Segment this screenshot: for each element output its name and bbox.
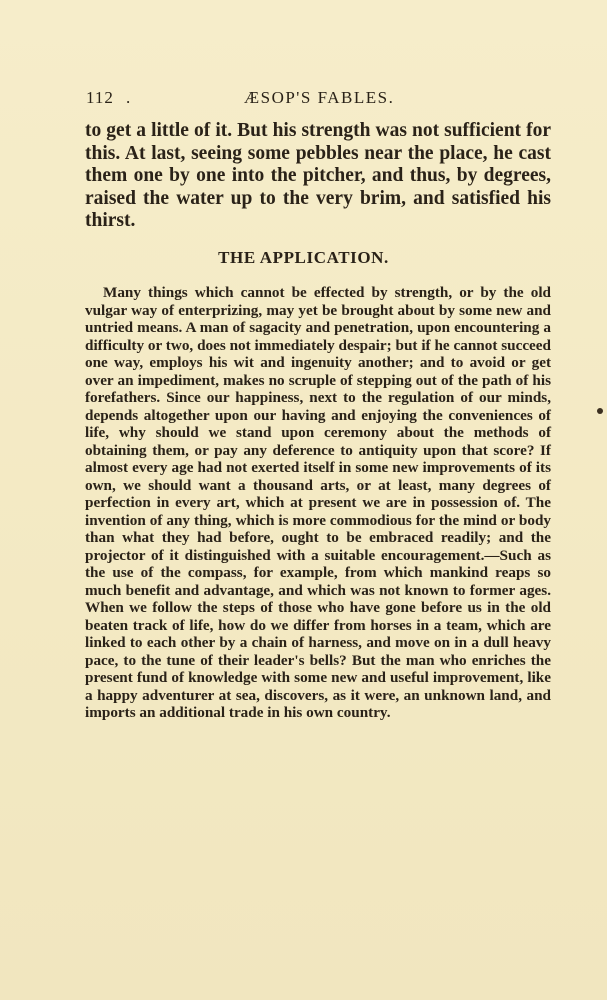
- page-number-separator: .: [126, 88, 132, 107]
- margin-ink-spot: [597, 408, 603, 414]
- running-head: [86, 88, 548, 112]
- page-number: 112: [86, 88, 114, 107]
- running-title: ÆSOP'S FABLES.: [244, 88, 395, 107]
- application-paragraph: Many things which cannot be effected by strength, or by the old vulgar way of enterprizing, may yet be brought about by some new and untried means. A man of sagacity and penetration, upon encountering a difficulty or two, does not immediately despair; but if he cannot succeed one way, employs his wit and ingenuity another; and to avoid or get over an impediment, makes no scruple of stepping out of the path of his forefathers. Since our happiness, next to the regulation of our minds, depends altogether upon our having and enjoying the conveniences of life, why should we stand upon ceremony about the methods of obtaining them, or pay any deference to antiquity upon that score? If almost every age had not exerted itself in some new improvements of its own, we should want a thousand arts, or at least, many degrees of perfection in every art, which at present we are in possession of. The invention of any thing, which is more commodious for the mind or body than what they had before, ought to be embraced readily; and the projector of it distinguished with a suitable encouragement.—Such as the use of the compass, for example, from which mankind reaps so much benefit and advantage, and which was not known to former ages. When we follow the steps of those who have gone before us in the old beaten track of life, how do we differ from horses in a team, which are linked to each other by a chain of harness, and move on in a dull heavy pace, to the tune of their leader's bells? But the man who enriches the present fund of knowledge with some new and useful improvement, like a happy adventurer at sea, discovers, as it were, an unknown land, and imports an additional trade in his own country.: [85, 284, 551, 721]
- fable-continuation-paragraph: to get a little of it. But his strength was not sufficient for this. At last, seeing some pebbles near the place, he cast them one by one into the pitcher, and thus, by degrees, raised the water up to the very brim, and satisfied his thirst.: [85, 120, 551, 232]
- application-heading: THE APPLICATION.: [218, 248, 389, 267]
